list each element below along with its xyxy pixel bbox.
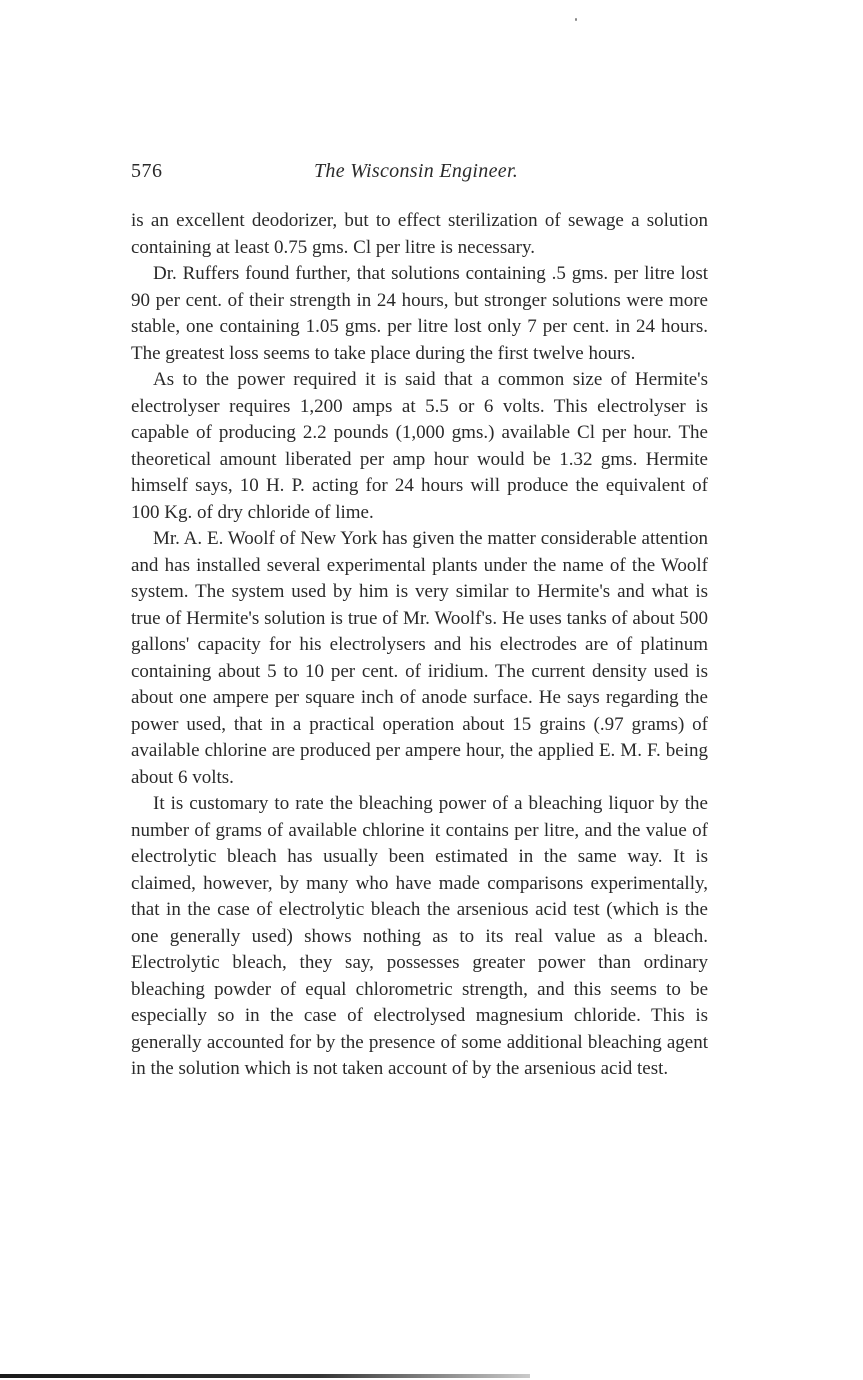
page-number: 576 <box>131 160 163 182</box>
body-text <box>131 208 708 1083</box>
paragraph-woolf-system: Mr. A. E. Woolf of New York has given the matter considerable attention and has installed several experimental plants under the name of the Woolf system. The system used by him is very similar to Hermite's and what is true of Hermite's solution is true of Mr. Woolf's. He uses tanks of about 500 gallons' capacity for his electrolysers and his electrodes are of platinum containing about 5 to 10 per cent. of iridium. The current density used is about one ampere per square inch of anode surface. He says regarding the power used, that in a practical operation about 15 grains (.97 grams) of available chlorine are produced per ampere hour, the applied E. M. F. being about 6 volts. <box>131 528 708 788</box>
running-title: The Wisconsin Engineer. <box>314 160 519 182</box>
page-header <box>131 160 711 190</box>
paragraph-bleaching-power: It is customary to rate the bleaching power of a bleaching liquor by the number of grams of available chlorine it contains per litre, and the value of electrolytic bleach has usually been estimated in the same way. It is claimed, however, by many who have made comparisons experimentally, that in the case of electrolytic bleach the arsenious acid test (which is the one generally used) shows nothing as to its real value as a bleach. Electrolytic bleach, they say, possesses greater power than ordinary bleaching powder of equal chlorometric strength, and this seems to be especially so in the case of electrolysed magnesium chloride. This is generally accounted for by the presence of some additional bleaching agent in the solution which is not taken account of by the arsenious acid test. <box>131 793 708 1079</box>
paper-speck <box>575 18 577 21</box>
paragraph-ruffers: Dr. Ruffers found further, that solutions containing .5 gms. per litre lost 90 per cent. of their strength in 24 hours, but stronger solutions were more stable, one containing 1.05 gms. per litre lost only 7 per cent. in 24 hours. The greatest loss seems to take place during the first twelve hours. <box>131 263 708 364</box>
paragraph-continued: is an excellent deodorizer, but to effect sterilization of sewage a solution containing at least 0.75 gms. Cl per litre is necessary. <box>131 210 708 258</box>
paragraph-power-required: As to the power required it is said that a common size of Hermite's electrolyser requires 1,200 amps at 5.5 or 6 volts. This electrolyser is capable of producing 2.2 pounds (1,000 gms.) available Cl per hour. The theoretical amount liberated per amp hour would be 1.32 gms. Hermite himself says, 10 H. P. acting for 24 hours will produce the equivalent of 100 Kg. of dry chloride of lime. <box>131 369 708 523</box>
scan-edge-rule <box>0 1374 530 1378</box>
